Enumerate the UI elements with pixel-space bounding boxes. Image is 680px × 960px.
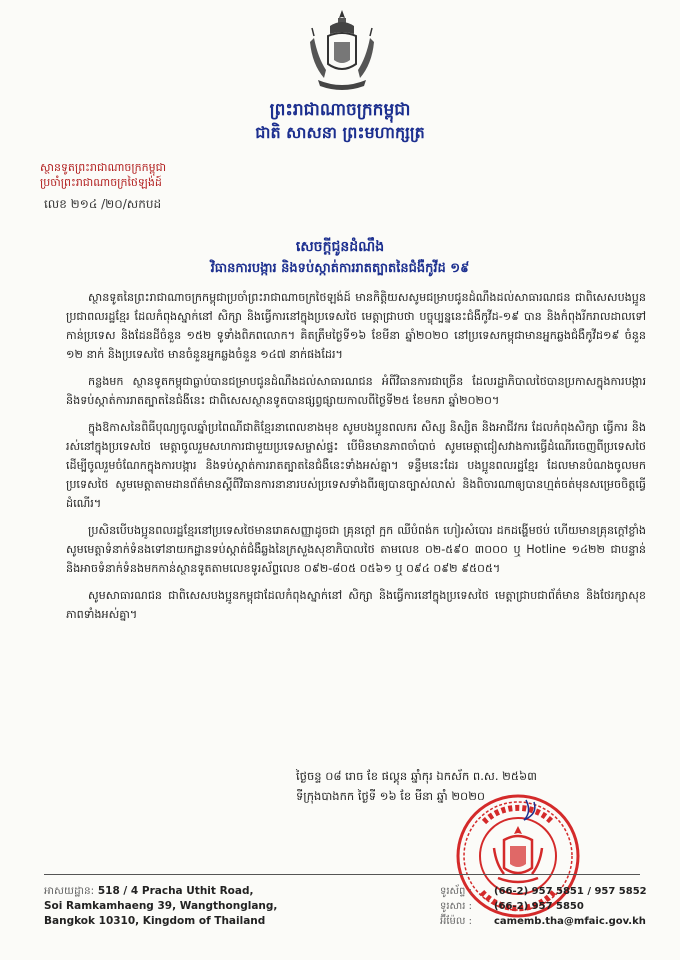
solar-date: ទីក្រុងបាងកក ថ្ងៃទី ១៦ ខែ មីនា ឆ្នាំ ២០២០	[296, 789, 486, 803]
paragraph-2: កន្លងមក ស្ថានទូតកម្ពុជាធ្លាប់បានជម្រាបជូនដំណឹងដល់សាធារណជន អំពីវិធានការជាច្រើន ដែលរដ្ឋាភិបាលថៃបានប្រកាសក្នុងការបង្ការ និងទប់ស្កាត់ការរាតត្បាតនៃជំងឺនេះ ជាពិសេសស្ថានទូតបានផ្សព្វផ្សាយកាលពីថ្ងៃទី២៥ ខែមករា ឆ្នាំ២០២០។	[66, 375, 646, 407]
phone-number: (66-2) 957 5851 / 957 5852	[494, 886, 647, 897]
paragraph-3: ក្នុងឱកាសនៃពិធីបុណ្យចូលឆ្នាំប្រពៃណីជាតិខ្មែរនាពេលខាងមុខ សូមបងប្អូនពលករ សិស្ស និស្សិត និងអាជីវករ ដែលកំពុងសិក្សា ធ្វើការ និងរស់នៅក្នុងប្រទេសថៃ មេត្តាចូលរួមសហការជាមួយប្រទេសម្ចាស់ផ្ទះ បើមិនមានភាពចាំបាច់ សូមមេត្តាជៀសវាងការធ្វើដំណើរចេញពីប្រទេសថៃ ដើម្បីចូលរួមចំណែកក្នុងការបង្ការ និងទប់ស្កាត់ការរាតត្បាតនៃជំងឺនេះទាំងអស់គ្នា។ ទន្ទឹមនេះដែរ បងប្អូនពលរដ្ឋខ្មែរ ដែលមានបំណងចូលមកប្រទេសថៃ សូមមេត្តាតាមដានព័ត៌មានស្តីពីវិធានការនានារបស់ប្រទេសទាំងពីរឲ្យបានច្បាស់លាស់ និងពិចារណាឲ្យបានហ្មត់ចត់មុនសម្រេចចិត្តធ្វើដំណើរ។	[66, 421, 646, 510]
address-line-2: Soi Ramkamhaeng 39, Wangthonglang,	[44, 900, 278, 912]
royal-arms-emblem	[304, 8, 380, 94]
issuer-line-1: ស្ថានទូតព្រះរាជាណាចក្រកម្ពុជា	[40, 161, 167, 174]
notice-subtitle: វិធានការបង្ការ និងទប់ស្កាត់ការរាតត្បាតនៃជំងឺកូវីដ ១៩	[210, 261, 470, 276]
issuer-block	[40, 160, 250, 190]
address-label: អាសយដ្ឋាន:	[44, 885, 95, 897]
fax-number: (66-2) 957 5850	[494, 901, 584, 912]
paragraph-4: ប្រសិនបើបងប្អូនពលរដ្ឋខ្មែរនៅប្រទេសថៃមានរោគសញ្ញាដូចជា គ្រុនក្តៅ ក្អក ឈឺបំពង់ក ហៀរសំបោរ ដកដង្ហើមថប់ ហើយមានគ្រុនក្តៅខ្លាំង សូមមេត្តាទំនាក់ទំនងទៅនាយកដ្ឋានទប់ស្កាត់ជំងឺឆ្លងនៃក្រសួងសុខាភិបាលថៃ តាមលេខ ០២-៥៩០ ៣០០០ ឬ Hotline ១៤២២ ជាបន្ទាន់ និងអាចទំនាក់ទំនងមកកាន់ស្ថានទូតតាមលេខទូរស័ព្ទលេខ ០៩២-៨០៥ ០៥៦១ ឬ ០៩៤ ០៩២ ៩៥០៥។	[66, 524, 646, 575]
address-line-3: Bangkok 10310, Kingdom of Thailand	[44, 915, 266, 927]
national-motto: ជាតិ សាសនា ព្រះមហាក្សត្រ	[255, 123, 425, 142]
paragraph-1: ស្ថានទូតនៃព្រះរាជាណាចក្រកម្ពុជាប្រចាំព្រះរាជាណាចក្រថៃឡង់ដ៍ មានកិត្តិយសសូមជម្រាបជូនដំណឹងដល់សាធារណជន ជាពិសេសបងប្អូនប្រជាពលរដ្ឋខ្មែរ ដែលកំពុងស្នាក់នៅ សិក្សា និងធ្វើការនៅក្នុងប្រទេសថៃ មេត្តាជ្រាបថា បច្ចុប្បន្ននេះជំងឺកូវីដ-១៩ បាន និងកំពុងរីករាលដាលទៅកាន់ប្រទេស និងដែនដីចំនួន ១៥២ ទូទាំងពិភពលោក។ គិតត្រឹមថ្ងៃទី១៦ ខែមីនា ឆ្នាំ២០២០ នៅប្រទេសកម្ពុជាមានអ្នកឆ្លងជំងឺកូវីដ១៩ ចំនួន ១២ នាក់ និងប្រទេសថៃ មានចំនួនអ្នកឆ្លងចំនួន ១៤៧ នាក់ផងដែរ។	[66, 291, 646, 361]
lunar-date: ថ្ងៃចន្ទ ០៨ រោច ខែ ផល្គុន ឆ្នាំកុរ ឯកស័ក ព.ស. ២៥៦៣	[296, 769, 537, 783]
fax-label: ទូរសារ :	[440, 901, 472, 912]
notice-title: សេចក្តីជូនដំណឹង	[295, 239, 385, 255]
reference-number: លេខ ២១៤ /២០/សកបដ	[44, 197, 162, 211]
issuer-line-2: ប្រចាំព្រះរាជាណាចក្រថៃឡង់ដ៍	[40, 176, 162, 189]
email-address: camemb.tha@mfaic.gov.kh	[494, 916, 646, 927]
paragraph-5: សូមសាធារណជន ជាពិសេសបងប្អូនកម្ពុជាដែលកំពុងស្នាក់នៅ សិក្សា និងធ្វើការនៅក្នុងប្រទេសថៃ មេត្តាជ្រាបជាព័ត៌មាន និងថែរក្សាសុខភាពទាំងអស់គ្នា។	[66, 589, 646, 621]
footer-contact	[440, 884, 647, 929]
kingdom-title: ព្រះរាជាណាចក្រកម្ពុជា	[269, 100, 411, 120]
notice-heading	[0, 236, 680, 280]
footer-address	[44, 884, 277, 929]
phone-label: ទូរស័ព្ទ :	[440, 886, 472, 897]
footer-divider	[44, 874, 640, 875]
email-label: អ៊ីម៉ែល :	[440, 916, 472, 927]
notice-body	[66, 288, 646, 632]
address-line-1: 518 / 4 Pracha Uthit Road,	[97, 885, 254, 897]
